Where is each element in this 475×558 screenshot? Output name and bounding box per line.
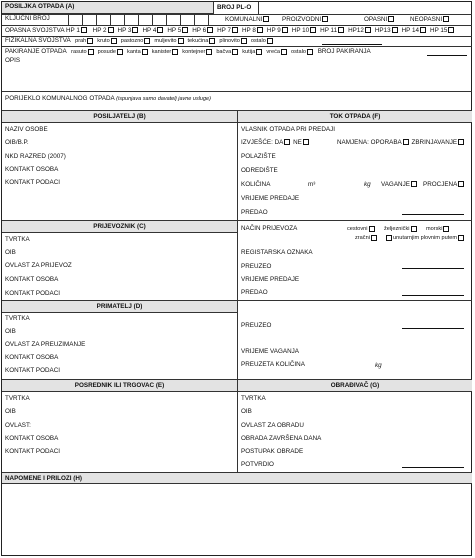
fizikalna-checkbox[interactable]	[111, 38, 117, 44]
porijeklo-row: PORIJEKLO KOMUNALNOG OTPADA (ispunjava samo davatelj javne usluge)	[5, 95, 211, 102]
preuzeta-kolicina-label[interactable]: PREUZETA KOLIČINA	[241, 361, 305, 368]
prijevoz-preuzeo-label[interactable]: PREUZEO	[241, 263, 272, 270]
unutarnji-checkbox[interactable]	[386, 235, 392, 241]
hp-option-label: HP 5	[167, 27, 182, 34]
hp-checkbox[interactable]	[257, 27, 263, 33]
hp-option-10[interactable]	[348, 27, 372, 34]
morski-option[interactable]: morski	[426, 225, 450, 233]
hp-option-label: HP 2	[92, 27, 107, 34]
tok-predao-line[interactable]	[402, 214, 464, 215]
hp-checkbox[interactable]	[420, 27, 426, 33]
procjena-option[interactable]: PROCJENA	[423, 181, 465, 189]
opasni-checkbox[interactable]	[388, 16, 394, 22]
pakiranje-option-label: bačva	[216, 49, 232, 55]
opasni-option[interactable]: OPASNI	[364, 16, 395, 24]
hp-option-label: HP 15	[430, 27, 448, 34]
pakiranje-option-label: posude	[97, 49, 117, 55]
pakiranje-option-7[interactable]	[266, 49, 288, 55]
obradivac-field-0[interactable]: TVRTKA	[241, 395, 266, 402]
section-a-title: POSILJKA OTPADA (A)	[5, 3, 75, 10]
hp-option-label: HP12	[348, 27, 364, 34]
kljucni-broj-label: KLJUČNI BROJ	[5, 15, 50, 22]
pakiranje-option-2[interactable]	[127, 49, 149, 55]
namjena-row: NAMJENA: OPORABA ZBRINJAVANJE	[337, 139, 465, 147]
pakiranje-option-3[interactable]	[152, 49, 180, 55]
prijevoznik-field-2[interactable]: OVLAST ZA PRIJEVOZ	[5, 262, 72, 269]
preuzimanje-preuzeo-line[interactable]	[402, 328, 464, 329]
cestovni-option[interactable]: cestovni	[347, 225, 376, 233]
posrednik-field-3[interactable]: KONTAKT OSOBA	[5, 435, 59, 442]
izvjesce-row: IZVJEŠĆE: DA NE	[241, 139, 310, 147]
posiljatelj-field-1[interactable]: OIB/B.P.	[5, 139, 29, 146]
hp-option-label: HP 7	[217, 27, 231, 34]
hp-checkbox[interactable]	[448, 27, 454, 33]
posiljatelj-field-4[interactable]: KONTAKT PODACI	[5, 179, 61, 186]
obradivac-field-5[interactable]: POTVRDIO	[241, 461, 274, 468]
prijevoznik-field-0[interactable]: TVRTKA	[5, 236, 30, 243]
broj-pakiranja-line[interactable]	[427, 55, 467, 56]
fizikalna-option-4[interactable]	[188, 38, 217, 44]
hp-checkbox[interactable]	[132, 27, 138, 33]
broj-pl-label: BROJ PL-O	[217, 4, 252, 11]
hp-option-label: HP 10	[291, 27, 310, 34]
potvrdio-line[interactable]	[402, 467, 464, 468]
hp-checkbox[interactable]	[108, 27, 114, 33]
obradivac-field-1[interactable]: OIB	[241, 408, 252, 415]
opis-label: OPIS	[5, 57, 21, 64]
hp-option-5[interactable]	[217, 27, 239, 34]
fizikalna-option-3[interactable]	[154, 38, 184, 44]
cestovni-checkbox[interactable]	[369, 226, 375, 232]
fizikalna-checkbox[interactable]	[87, 38, 93, 44]
pakiranje-option-label: vreća	[266, 49, 280, 55]
m3-unit: m³	[308, 181, 316, 188]
primatelj-field-1[interactable]: OIB	[5, 328, 16, 335]
prijevoz-preuzeo-line[interactable]	[402, 268, 464, 269]
hp-option-label: HP 3	[117, 27, 132, 34]
preuzimanje-preuzeo-label[interactable]: PREUZEO	[241, 322, 272, 329]
posrednik-field-4[interactable]: KONTAKT PODACI	[5, 448, 61, 455]
fizikalna-checkbox[interactable]	[209, 38, 215, 44]
pakiranje-option-label: kanister	[151, 49, 172, 55]
hp-option-3[interactable]	[167, 27, 189, 34]
fizikalna-option-0[interactable]	[75, 38, 94, 44]
obradivac-field-4[interactable]: POSTUPAK OBRADE	[241, 448, 304, 455]
hp-row	[5, 27, 455, 35]
pakiranje-option-label: kanta	[127, 49, 141, 55]
napomene-title: NAPOMENE I PRILOZI (H)	[5, 475, 82, 482]
hp-option-9[interactable]	[320, 27, 345, 34]
posiljatelj-field-3[interactable]: KONTAKT OSOBA	[5, 166, 59, 173]
unutarnji-end-checkbox[interactable]	[458, 235, 464, 241]
hp-option-label: HP 6	[192, 27, 207, 34]
primatelj-title: PRIMATELJ (D)	[96, 303, 143, 310]
fizikalna-option-2[interactable]	[121, 38, 152, 44]
fizikalna-checkbox[interactable]	[144, 38, 150, 44]
vaganje-checkbox[interactable]	[411, 181, 417, 187]
hp-option-13[interactable]	[430, 27, 455, 34]
prijevoznik-field-3[interactable]: KONTAKT OSOBA	[5, 276, 59, 283]
primatelj-field-4[interactable]: KONTAKT PODACI	[5, 367, 61, 374]
pakiranje-option-5[interactable]	[216, 49, 239, 55]
hp-checkbox[interactable]	[207, 27, 213, 33]
kg-unit: kg	[364, 181, 371, 188]
odrediste-label[interactable]: ODREDIŠTE	[241, 167, 278, 174]
pakiranje-row	[5, 48, 371, 56]
komunalni-checkbox[interactable]	[263, 16, 269, 22]
zracni-checkbox[interactable]	[371, 235, 377, 241]
neopasni-option[interactable]: NEOPASNI	[410, 16, 450, 24]
broj-pakiranja-label: BROJ PAKIRANJA	[317, 48, 371, 55]
pakiranje-option-8[interactable]	[291, 49, 314, 55]
unutarnji-option[interactable]: unutarnjim plovnim putem	[385, 234, 465, 242]
izvjesce-da-checkbox[interactable]	[284, 139, 290, 145]
neopasni-checkbox[interactable]	[443, 16, 449, 22]
prijevoz-predao-label[interactable]: PREDAO	[241, 289, 268, 296]
fizikalna-label: FIZIKALNA SVOJSTVA	[5, 37, 71, 44]
posrednik-field-2[interactable]: OVLAST:	[5, 422, 31, 429]
fizikalna-option-label: plinovito	[219, 38, 240, 44]
hp-option-6[interactable]	[242, 27, 264, 34]
pakiranje-option-label: ostalo	[291, 49, 306, 55]
pakiranje-option-4[interactable]	[182, 49, 213, 55]
prijevoznik-field-4[interactable]: KONTAKT PODACI	[5, 290, 61, 297]
proizvodni-option[interactable]: PROIZVODNI	[282, 16, 329, 24]
hp-checkbox[interactable]	[392, 27, 398, 33]
pakiranje-checkbox[interactable]	[307, 49, 313, 55]
hp-option-label: HP 8	[242, 27, 256, 34]
fizikalna-option-label: ostalo	[250, 38, 266, 44]
fizikalna-option-6[interactable]	[251, 38, 274, 44]
hp-checkbox[interactable]	[282, 27, 288, 33]
hp-option-2[interactable]	[142, 27, 164, 34]
komunalni-option[interactable]: KOMUNALNI	[225, 16, 270, 24]
hp-option-8[interactable]	[292, 27, 317, 34]
polaziste-label[interactable]: POLAZIŠTE	[241, 153, 276, 160]
kolicina-label[interactable]: KOLIČINA	[241, 181, 271, 188]
hp-option-11[interactable]	[375, 27, 399, 34]
prijevoznik-field-1[interactable]: OIB	[5, 249, 16, 256]
tok-title: TOK OTPADA (F)	[329, 113, 381, 120]
pakiranje-option-1[interactable]	[98, 49, 124, 55]
hp-option-label: HP13	[374, 27, 391, 34]
ostalo-line[interactable]	[322, 44, 382, 45]
hp-checkbox[interactable]	[365, 27, 371, 33]
pakiranje-label: PAKIRANJE OTPADA	[5, 48, 67, 55]
hp-checkbox[interactable]	[310, 27, 316, 33]
posiljatelj-title: POSILJATELJ (B)	[93, 113, 146, 120]
preuzeta-kg-unit: kg	[375, 362, 382, 369]
hp1-checkbox[interactable]	[81, 27, 87, 33]
zeljeznicki-option[interactable]: željeznički	[384, 225, 418, 233]
hp-option-4[interactable]	[192, 27, 214, 34]
hp-checkbox[interactable]	[182, 27, 188, 33]
vaganje-vrijeme-label[interactable]: VRIJEME VAGANJA	[241, 348, 299, 355]
hp-option-label: HP 14	[401, 27, 420, 34]
posiljatelj-field-2[interactable]: NKD RAZRED (2007)	[5, 153, 66, 160]
hp-checkbox[interactable]	[232, 27, 238, 33]
fizikalna-checkbox[interactable]	[267, 38, 273, 44]
tok-vrijeme-label[interactable]: VRIJEME PREDAJE	[241, 195, 300, 202]
tok-predao-label[interactable]: PREDAO	[241, 209, 268, 216]
hp-checkbox[interactable]	[157, 27, 163, 33]
pakiranje-checkbox[interactable]	[256, 49, 262, 55]
proizvodni-checkbox[interactable]	[322, 16, 328, 22]
hp-option-label: HP 9	[266, 27, 281, 34]
fizikalna-option-label: tekućina	[187, 38, 209, 44]
procjena-checkbox[interactable]	[458, 181, 464, 187]
pakiranje-option-label: rasuto	[71, 49, 87, 55]
pakiranje-option-label: kontejner	[182, 49, 206, 55]
fizikalna-option-label: kruto	[97, 38, 110, 44]
hp-checkbox[interactable]	[338, 27, 344, 33]
pakiranje-option-6[interactable]	[242, 49, 263, 55]
pakiranje-checkbox[interactable]	[281, 49, 287, 55]
primatelj-field-3[interactable]: KONTAKT OSOBA	[5, 354, 59, 361]
obradivac-field-3[interactable]: OBRADA ZAVRŠENA DANA	[241, 435, 322, 442]
nacin-prijevoza-label: NAČIN PRIJEVOZA	[241, 225, 298, 232]
obradivac-field-2[interactable]: OVLAST ZA OBRADU	[241, 422, 304, 429]
hp-option-1[interactable]	[118, 27, 140, 34]
hp-label: OPASNA SVOJSTVA HP 1	[5, 27, 80, 34]
hp-option-0[interactable]	[93, 27, 115, 34]
fizikalna-row	[5, 37, 274, 45]
hp-option-12[interactable]	[402, 27, 427, 34]
zbrinjavanje-checkbox[interactable]	[458, 139, 464, 145]
posrednik-title: POSREDNIK ILI TRGOVAC (E)	[74, 382, 165, 389]
posiljatelj-field-0[interactable]: NAZIV OSOBE	[5, 126, 48, 133]
hp-option-label: HP 4	[142, 27, 157, 34]
primatelj-field-0[interactable]: TVRTKA	[5, 315, 30, 322]
prijevoznik-title: PRIJEVOZNIK (C)	[93, 223, 146, 230]
izvjesce-ne-checkbox[interactable]	[303, 139, 309, 145]
primatelj-field-2[interactable]: OVLAST ZA PREUZIMANJE	[5, 341, 86, 348]
fizikalna-checkbox[interactable]	[178, 38, 184, 44]
pakiranje-option-label: kutija	[242, 49, 256, 55]
fizikalna-option-label: pastozno	[120, 38, 144, 44]
fizikalna-option-1[interactable]	[97, 38, 117, 44]
porijeklo-note: (ispunjava samo davatelj javne usluge)	[116, 96, 211, 102]
fizikalna-option-5[interactable]	[219, 38, 248, 44]
hp-option-7[interactable]	[267, 27, 289, 34]
pakiranje-checkbox[interactable]	[142, 49, 148, 55]
prijevoz-predao-line[interactable]	[402, 295, 464, 296]
pakiranje-checkbox[interactable]	[232, 49, 238, 55]
pakiranje-checkbox[interactable]	[117, 49, 123, 55]
obradivac-title: OBRAĐIVAČ (G)	[330, 382, 380, 389]
pakiranje-checkbox[interactable]	[172, 49, 178, 55]
vaganje-option[interactable]: VAGANJE	[381, 181, 418, 189]
hp-option-label: HP 11	[320, 27, 338, 34]
zeljeznicki-checkbox[interactable]	[411, 226, 417, 232]
posrednik-field-0[interactable]: TVRTKA	[5, 395, 30, 402]
posrednik-field-1[interactable]: OIB	[5, 408, 16, 415]
vlasnik-label[interactable]: VLASNIK OTPADA PRI PREDAJI	[241, 126, 336, 133]
pakiranje-checkbox[interactable]	[88, 49, 94, 55]
fizikalna-option-label: muljevito	[154, 38, 177, 44]
fizikalna-checkbox[interactable]	[241, 38, 247, 44]
pakiranje-checkbox[interactable]	[206, 49, 212, 55]
fizikalna-option-label: prah	[75, 38, 87, 44]
oporaba-checkbox[interactable]	[403, 139, 409, 145]
zracni-option[interactable]: zračni	[355, 234, 378, 242]
registarska-label[interactable]: REGISTARSKA OZNAKA	[241, 249, 313, 256]
morski-checkbox[interactable]	[443, 226, 449, 232]
pakiranje-option-0[interactable]	[71, 49, 95, 55]
prijevoz-vrijeme-label[interactable]: VRIJEME PREDAJE	[241, 276, 300, 283]
